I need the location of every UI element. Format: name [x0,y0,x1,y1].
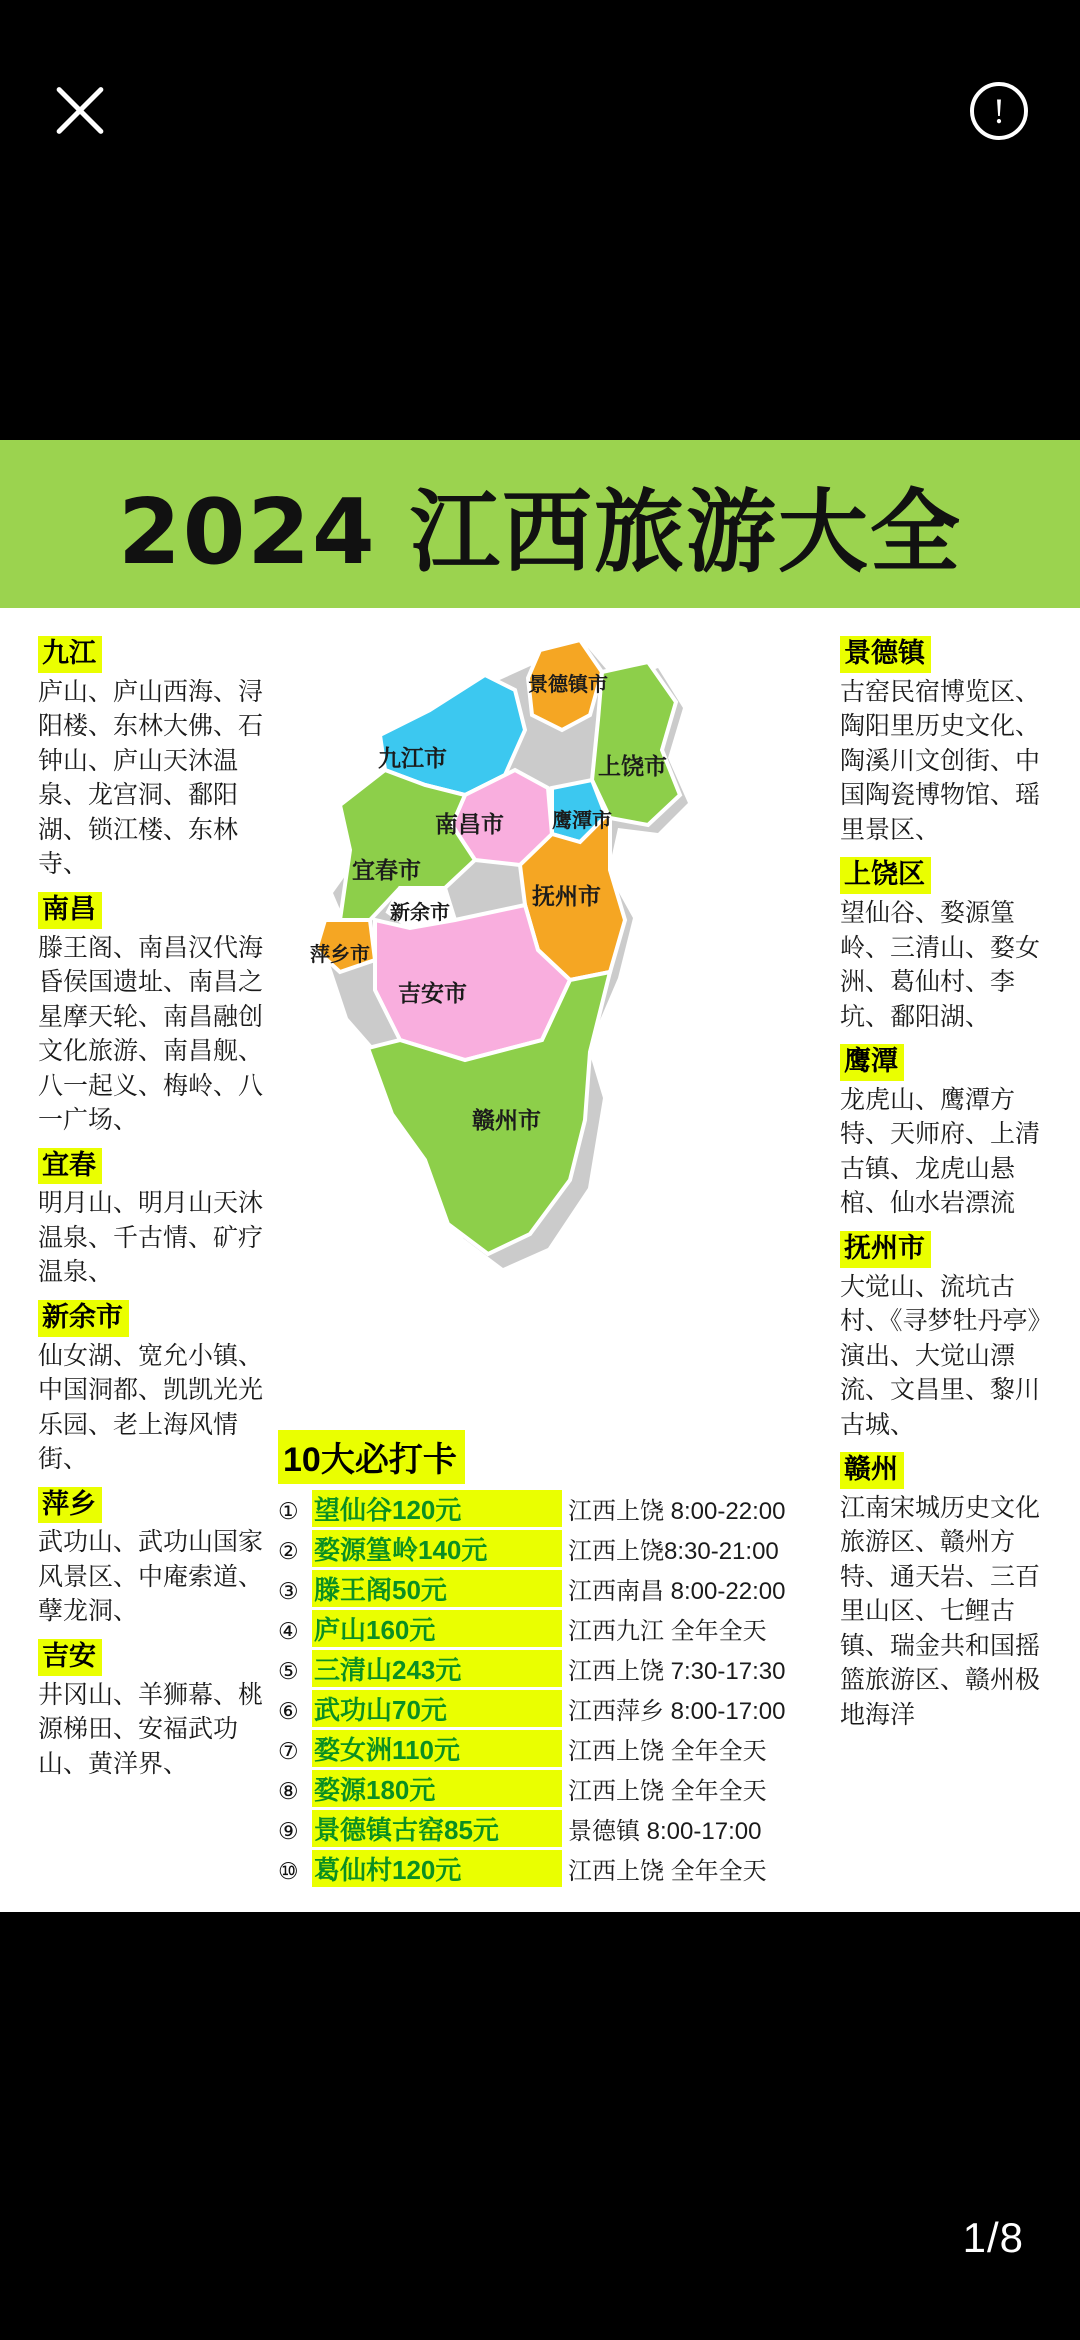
must-visit-item[interactable] [278,1530,818,1567]
must-visit-list [278,1430,818,1890]
map-label-jingdezhen: 景德镇市 [528,674,608,696]
city-body: 江南宋城历史文化旅游区、赣州方特、通天岩、三百里山区、七鲤古镇、瑞金共和国摇篮旅游区、赣州极地海洋 [840,1493,1041,1729]
city-section [38,886,268,1138]
map-label-yichun: 宜春市 [352,857,421,883]
right-city-list [840,630,1052,1736]
item-name: 婺源180元 [312,1770,562,1807]
item-name: 三清山243元 [312,1650,562,1687]
item-number: ③ [278,1578,299,1604]
item-number: ② [278,1538,299,1564]
must-visit-item[interactable] [278,1690,818,1727]
city-heading: 鹰潭 [840,1044,904,1081]
city-section [840,1038,1052,1221]
item-hours: 江西上饶8:30-21:00 [568,1538,779,1565]
must-visit-item[interactable] [278,1730,818,1767]
map-label-pingxiang: 萍乡市 [310,944,370,966]
must-visit-item[interactable] [278,1490,818,1527]
map-label-yingtan: 鹰潭市 [552,810,612,832]
item-number: ⑨ [278,1818,299,1844]
city-body: 滕王阁、南昌汉代海昏侯国遗址、南昌之星摩天轮、南昌融创文化旅游、南昌舰、八一起义、梅岭、八一广场、 [38,933,264,1134]
page-title: 2024 江西旅游大全 [118,480,962,585]
city-heading: 赣州 [840,1452,904,1489]
city-heading: 九江 [38,636,102,673]
city-heading: 吉安 [38,1639,102,1676]
item-name: 葛仙村120元 [312,1850,562,1887]
item-name: 庐山160元 [312,1610,562,1647]
map-svg [280,620,800,1420]
city-heading: 新余市 [38,1300,129,1337]
info-icon[interactable]: ! [970,82,1028,140]
city-section [840,630,1052,847]
poster-header [0,440,1080,608]
item-name: 景德镇古窑85元 [312,1810,562,1847]
city-body: 武功山、武功山国家风景区、中庵索道、孽龙洞、 [38,1528,264,1626]
city-section [840,1225,1052,1442]
top-toolbar [0,0,1080,440]
bottom-toolbar [0,1912,1080,2340]
item-hours: 江西上饶 8:00-22:00 [568,1498,786,1525]
city-heading: 上饶区 [840,857,931,894]
item-number: ⑧ [278,1778,299,1804]
item-number: ⑤ [278,1658,299,1684]
must-visit-item[interactable] [278,1570,818,1607]
city-body: 古窑民宿博览区、陶阳里历史文化、陶溪川文创街、中国陶瓷博物馆、瑶里景区、 [840,677,1041,844]
item-hours: 江西上饶 7:30-17:30 [568,1658,786,1685]
city-body: 大觉山、流坑古村、《寻梦牡丹亭》演出、大觉山漂流、文昌里、黎川古城、 [840,1272,1041,1439]
item-name: 滕王阁50元 [312,1570,562,1607]
item-hours: 江西南昌 8:00-22:00 [568,1578,786,1605]
city-section [38,1142,268,1290]
map-label-jiujiang: 九江市 [378,745,447,771]
item-name: 望仙谷120元 [312,1490,562,1527]
page-indicator: 1/8 [962,2214,1024,2261]
item-hours: 江西上饶 全年全天 [568,1778,767,1805]
item-hours: 景德镇 8:00-17:00 [568,1818,762,1845]
close-icon[interactable] [48,78,112,142]
city-body: 井冈山、羊狮幕、桃源梯田、安福武功山、黄洋界、 [38,1680,264,1778]
item-name: 武功山70元 [312,1690,562,1727]
must-visit-item[interactable] [278,1770,818,1807]
city-heading: 景德镇 [840,636,931,673]
map-label-ganzhou: 赣州市 [472,1107,541,1133]
city-section [38,1294,268,1477]
city-body: 明月山、明月山天沐温泉、千古情、矿疗温泉、 [38,1189,264,1287]
item-name: 婺女洲110元 [312,1730,562,1767]
left-city-list [38,630,268,1785]
item-number: ⑥ [278,1698,299,1724]
city-heading: 萍乡 [38,1487,102,1524]
city-section [38,630,268,882]
poster-image[interactable] [0,440,1080,1912]
jiangxi-province-map [280,620,800,1420]
item-name: 婺源篁岭140元 [312,1530,562,1567]
map-label-fuzhou: 抚州市 [532,883,601,909]
city-body: 仙女湖、宽允小镇、中国洞都、凯凯光光乐园、老上海风情街、 [38,1341,264,1473]
city-section [38,1633,268,1781]
must-visit-item[interactable] [278,1650,818,1687]
city-heading: 宜春 [38,1148,102,1185]
city-body: 龙虎山、鹰潭方特、天师府、上清古镇、龙虎山悬棺、仙水岩漂流 [840,1085,1041,1218]
map-label-xinyu: 新余市 [390,902,450,924]
item-number: ⑩ [278,1858,299,1884]
city-body: 庐山、庐山西海、浔阳楼、东林大佛、石钟山、庐山天沐温泉、龙宫洞、鄱阳湖、锁江楼、东林寺、 [38,677,264,879]
item-hours: 江西上饶 全年全天 [568,1858,767,1885]
must-visit-item[interactable] [278,1610,818,1647]
must-visit-title: 10大必打卡 [278,1430,465,1484]
city-section [840,1446,1052,1732]
item-number: ⑦ [278,1738,299,1764]
item-number: ④ [278,1618,299,1644]
city-heading: 抚州市 [840,1231,931,1268]
city-section [38,1481,268,1629]
item-hours: 江西萍乡 8:00-17:00 [568,1698,786,1725]
city-body: 望仙谷、婺源篁岭、三清山、婺女洲、葛仙村、李坑、鄱阳湖、 [840,899,1041,1031]
item-hours: 江西九江 全年全天 [568,1618,767,1645]
map-label-shangrao: 上饶市 [598,753,667,779]
city-section [840,851,1052,1034]
map-label-nanchang: 南昌市 [435,811,504,837]
item-hours: 江西上饶 全年全天 [568,1738,767,1765]
must-visit-item[interactable] [278,1850,818,1887]
item-number: ① [278,1498,299,1524]
map-label-jian: 吉安市 [398,980,467,1006]
must-visit-item[interactable] [278,1810,818,1847]
city-heading: 南昌 [38,892,102,929]
